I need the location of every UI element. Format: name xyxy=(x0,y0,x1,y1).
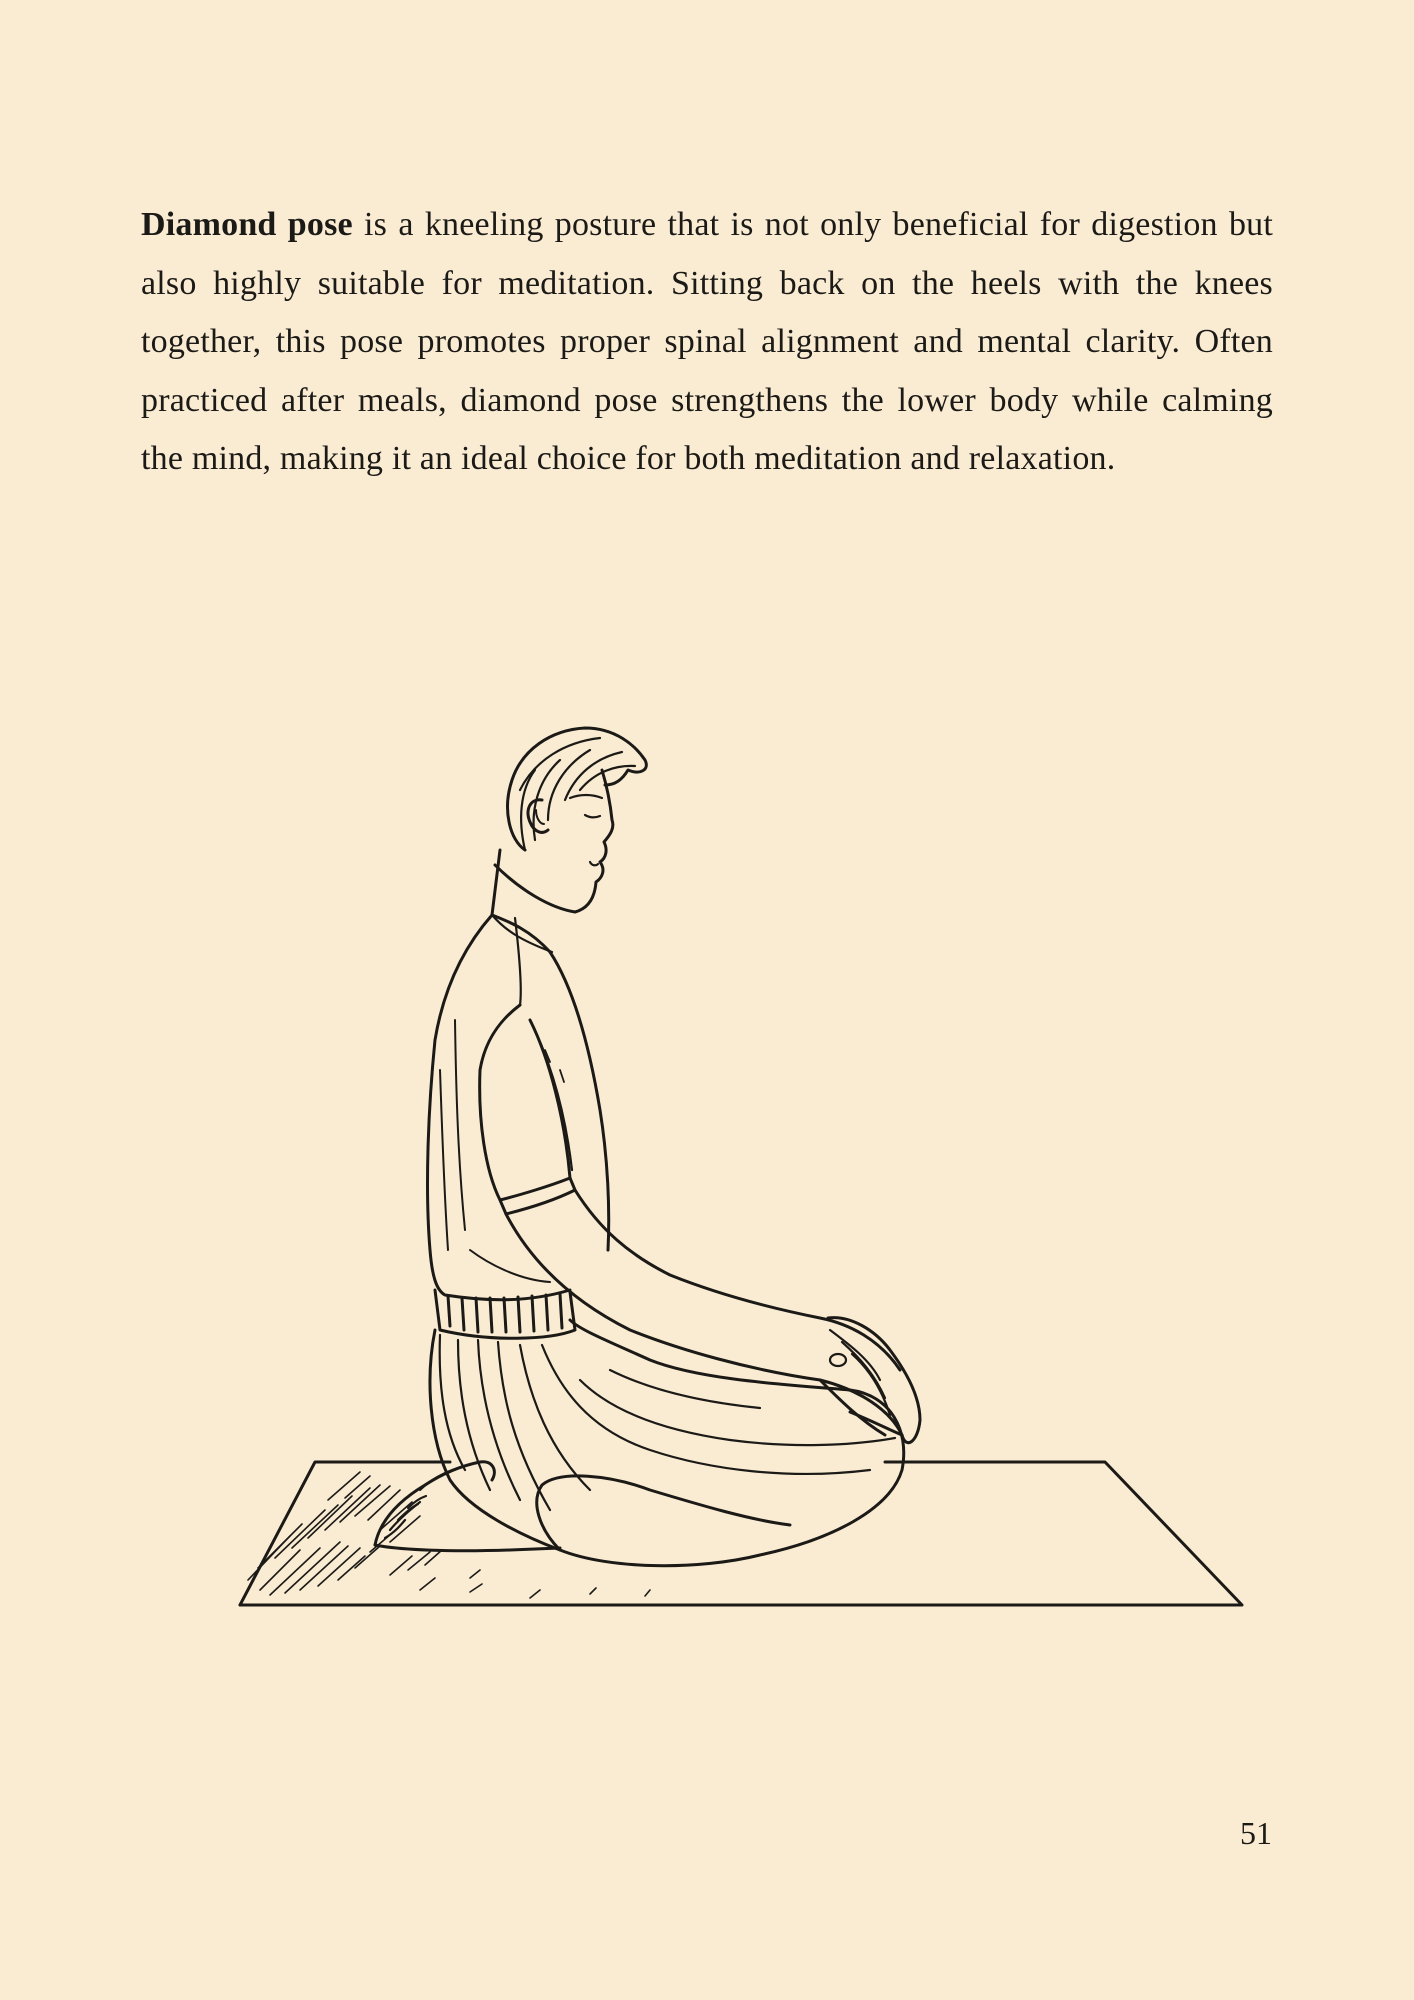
arms xyxy=(506,1190,920,1443)
pose-name: Diamond pose xyxy=(141,206,353,243)
kneeling-man-diamond-pose-illustration xyxy=(230,690,1250,1620)
body-paragraph xyxy=(141,196,1273,489)
pose-description: is a kneeling posture that is not only beneficial for digestion but also highly suitable for meditation. Sitting back on the heels with the knees together, this pose promotes proper spinal alignment and mental clarity. Often practiced after meals, diamond pose strengthens the lower body while calming the mind, making it an ideal choice for both meditation and relaxation. xyxy=(141,206,1273,478)
head xyxy=(492,728,646,915)
page-number: 51 xyxy=(1240,1815,1272,1851)
shirt xyxy=(428,915,609,1300)
